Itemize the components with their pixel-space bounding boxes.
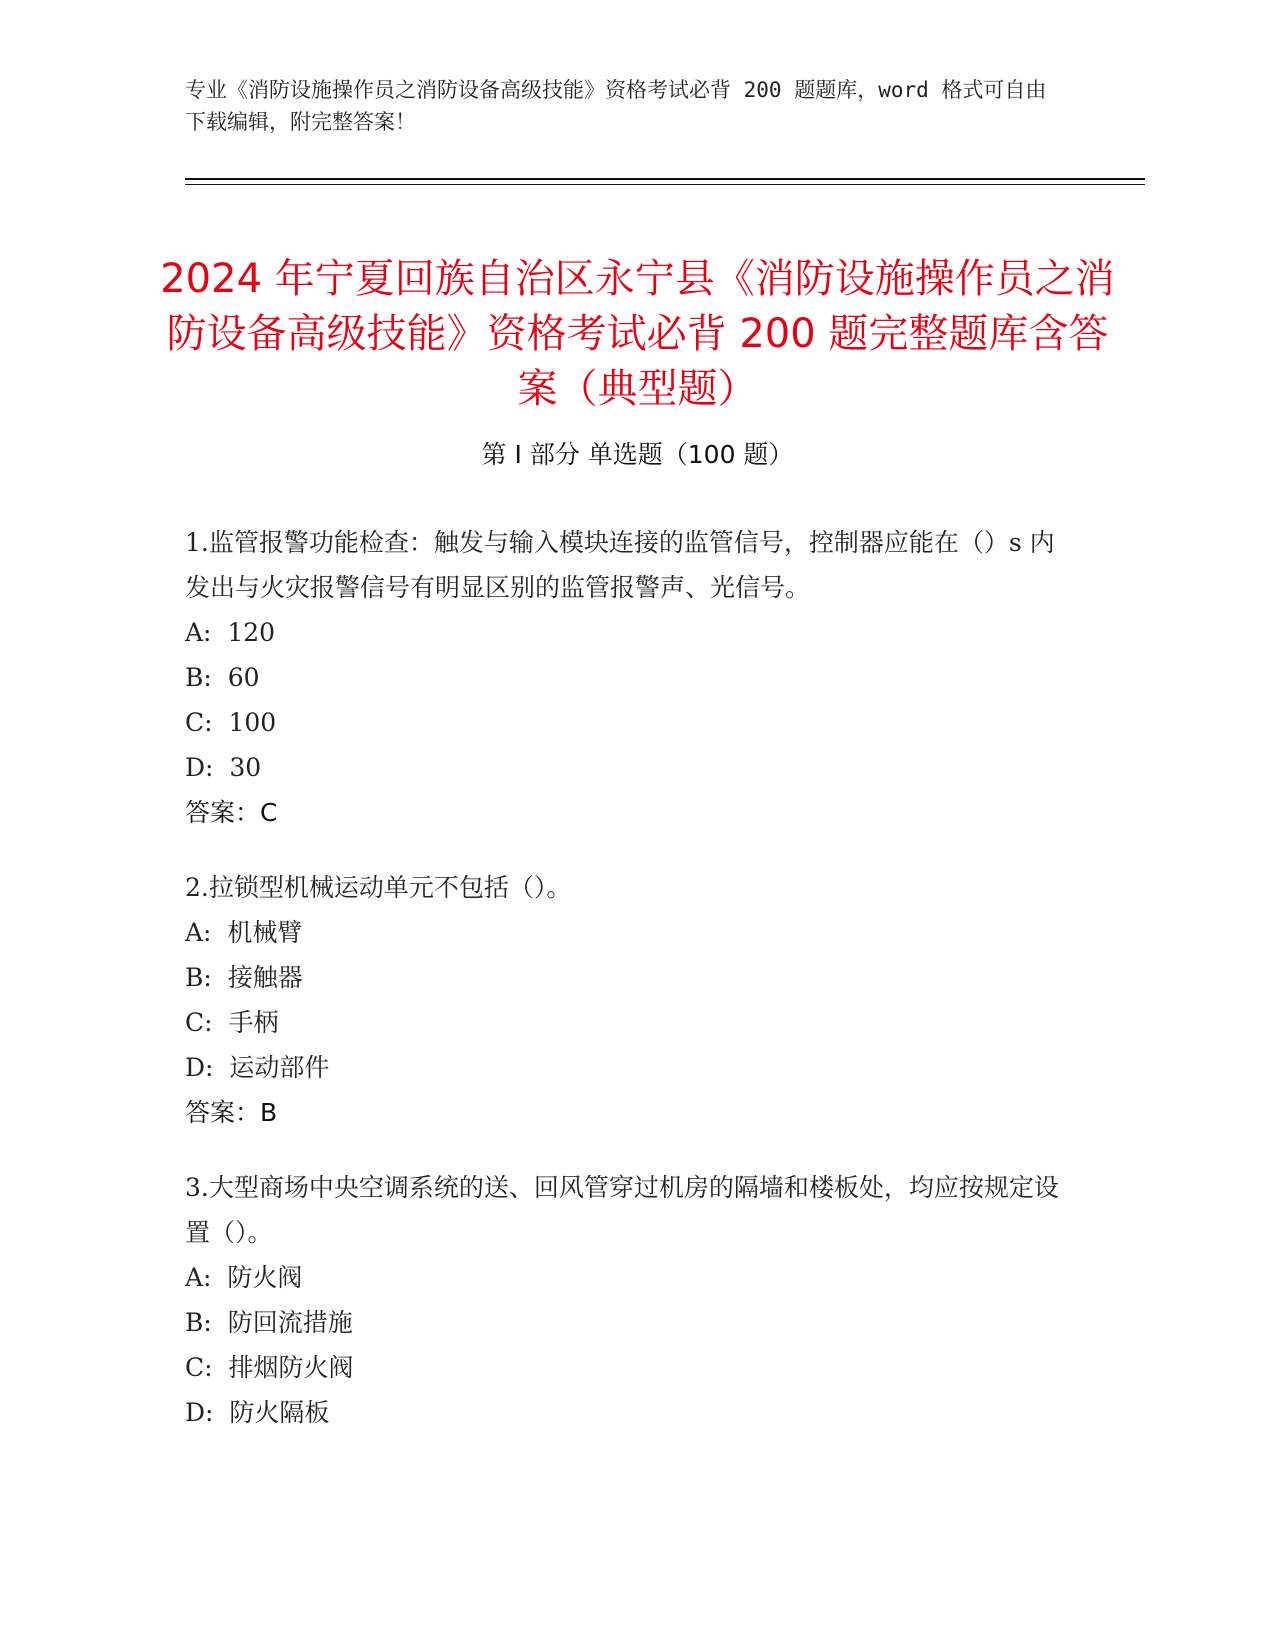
question-3 [185,1165,1065,1435]
option-c: C: 排烟防火阀 [185,1353,354,1382]
answer-line: 答案：B [185,1098,278,1127]
header-divider-thick [185,178,1145,180]
question-stem: 3.大型商场中央空调系统的送、回风管穿过机房的隔墙和楼板处，均应按规定设置（）。 [185,1173,1059,1247]
option-d: D: 防火隔板 [185,1398,330,1427]
option-b: B: 防回流措施 [185,1308,353,1337]
option-b: B: 60 [185,663,260,692]
option-a: A: 防火阀 [185,1263,303,1292]
question-stem: 1.监管报警功能检查：触发与输入模块连接的监管信号，控制器应能在（）s 内发出与火灾报警信号有明显区别的监管报警声、光信号。 [185,528,1055,602]
question-stem: 2.拉锁型机械运动单元不包括（）。 [185,873,572,902]
option-b: B: 接触器 [185,963,303,992]
option-a: A: 120 [185,618,276,647]
option-a: A: 机械臂 [185,918,303,947]
question-2 [185,865,1065,1135]
answer-line: 答案：C [185,798,278,827]
header-divider-thin [185,184,1145,185]
option-c: C: 100 [185,708,277,737]
document-title: 2024 年宁夏回族自治区永宁县《消防设施操作员之消防设备高级技能》资格考试必背 200 题完整题库含答案（典型题） [160,255,1115,412]
option-c: C: 手柄 [185,1008,279,1037]
option-d: D: 30 [185,753,262,782]
question-list [185,520,1065,1465]
section-heading: 第 I 部分 单选题（100 题） [481,440,794,469]
header-note: 专业《消防设施操作员之消防设备高级技能》资格考试必背 200 题题库，word 格式可自由下载编辑，附完整答案！ [185,78,1047,134]
question-1 [185,520,1065,835]
option-d: D: 运动部件 [185,1053,330,1082]
